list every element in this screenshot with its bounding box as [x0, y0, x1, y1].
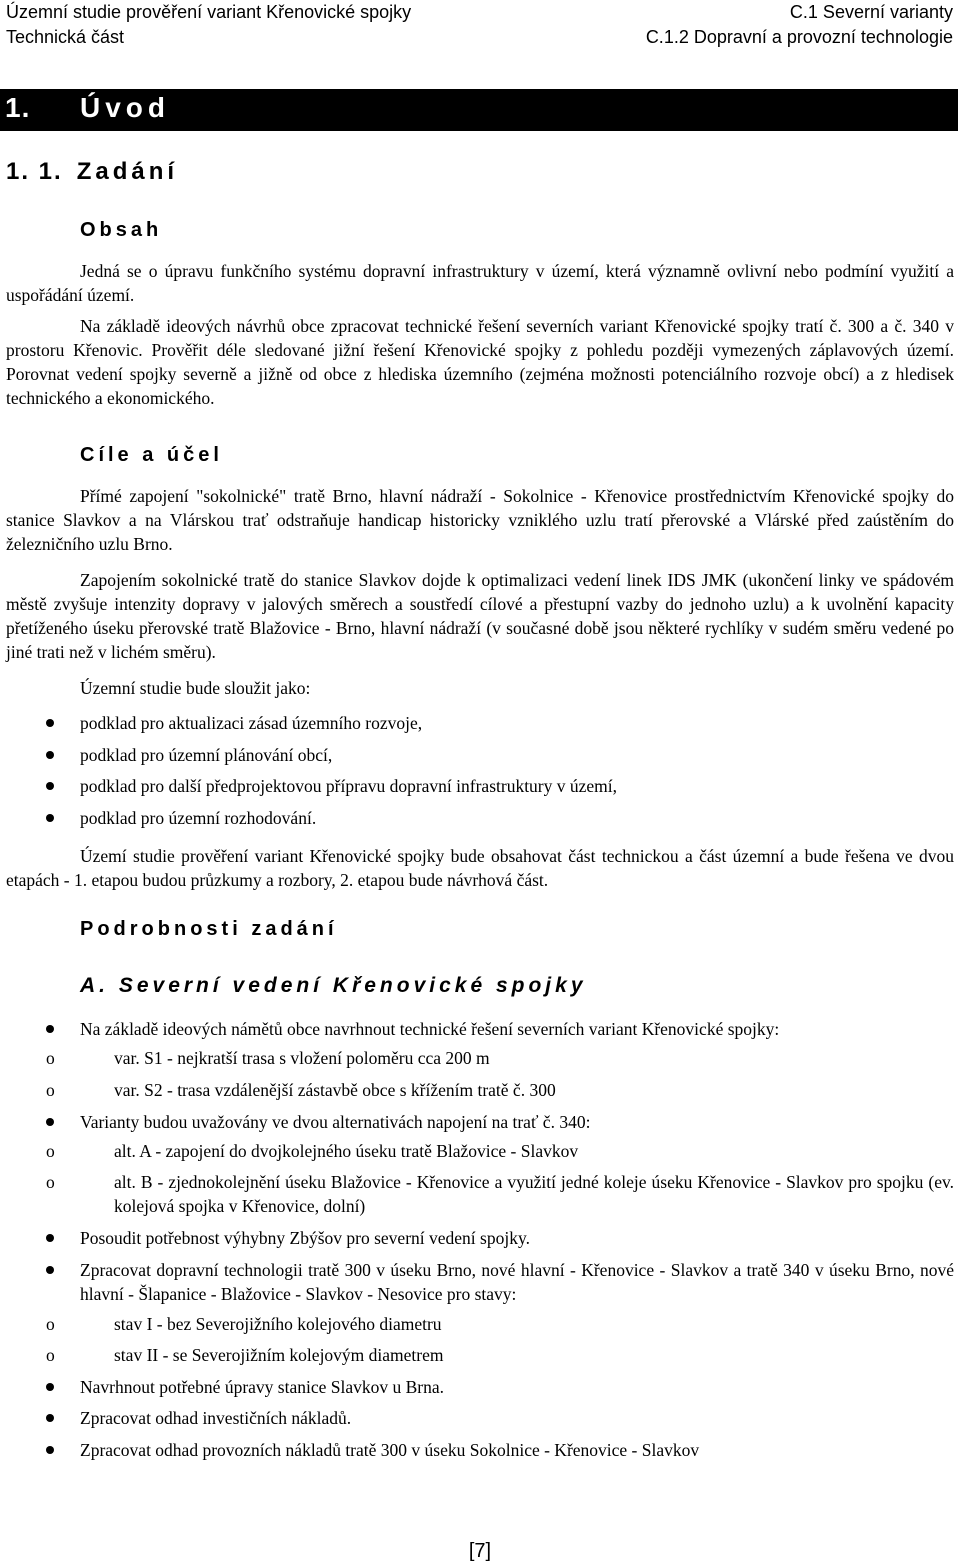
page-header	[0, 0, 960, 52]
obsah-paragraph-1: Jedná se o úpravu funkčního systému dopravní infrastruktury v území, která významně ovlivní nebo podmíní využití a uspořádání území.	[6, 261, 954, 305]
page-number: [7]	[468, 1540, 492, 1562]
cile-paragraph-4: Území studie prověření variant Křenovické spojky bude obsahovat část technickou a část územní a bude řešena ve dvou etapách - 1. etapou budou průzkumy a rozbory, 2. etapou bude návrhová část.	[6, 846, 954, 890]
cile-heading: Cíle a účel	[80, 444, 223, 466]
cile-bullet-text: podklad pro aktualizaci zásad územního rozvoje,	[80, 713, 423, 733]
cile-closing-text	[6, 844, 954, 892]
zadani-bullet-text: Posoudit potřebnost výhybny Zbýšov pro severní vedení spojky.	[80, 1228, 530, 1248]
cile-paragraph-1: Přímé zapojení "sokolnické" tratě Brno, hlavní nádraží - Sokolnice - Křenovice prostřednictvím Křenovické spojky do stanice Slavkov a na Vlárskou trať odstraňuje handicap historicky vzniklého uzlu tratí přerovské a Vlárské před zaústěním do železničního uzlu Brno.	[6, 486, 954, 554]
zadani-bullet-text: Zpracovat odhad provozních nákladů tratě 300 v úseku Sokolnice - Křenovice - Slavkov	[80, 1440, 700, 1460]
section-title: Zadání	[76, 158, 179, 185]
podrobnosti-heading: Podrobnosti zadání	[80, 918, 338, 940]
zadani-bullet-text: Zpracovat dopravní technologii tratě 300 v úseku Brno, nové hlavní - Křenovice - Slavkov a tratě 340 v úseku Brno, nové hlavní - Šlapanice - Blažovice - Slavkov - Nesovice pro stavy:	[80, 1260, 954, 1304]
zadani-bullet-text: Navrhnout potřebné úpravy stanice Slavkov u Brna.	[80, 1377, 445, 1397]
zadani-bullet-text: Zpracovat odhad investičních nákladů.	[80, 1408, 352, 1428]
obsah-text	[6, 259, 954, 410]
cile-bullet-text: podklad pro územní plánování obcí,	[80, 745, 333, 765]
cile-bullet-text: podklad pro územní rozhodování.	[80, 808, 317, 828]
zadani-subitem-text: var. S1 - nejkratší trasa s vložení poloměru cca 200 m	[114, 1048, 490, 1068]
header-part-name: Technická část	[6, 27, 125, 47]
chapter-heading-bar	[0, 89, 958, 131]
circle-bullet-icon: o	[46, 1172, 55, 1192]
cile-bullet-text: podklad pro další předprojektovou přípravu dopravní infrastruktury v území,	[80, 776, 618, 796]
cile-paragraph-3: Územní studie bude sloužit jako:	[80, 678, 311, 698]
obsah-heading: Obsah	[80, 219, 163, 241]
header-subsection-name: C.1.2 Dopravní a provozní technologie	[645, 27, 953, 47]
header-left	[6, 0, 411, 50]
zadani-bullet-text: Varianty budou uvažovány ve dvou alternativách napojení na trať č. 340:	[80, 1112, 591, 1132]
circle-bullet-icon: o	[46, 1080, 55, 1100]
variant-a-heading: A. Severní vedení Křenovické spojky	[80, 974, 587, 997]
header-section-name: C.1 Severní varianty	[789, 2, 953, 22]
circle-bullet-icon: o	[46, 1314, 55, 1334]
zadani-subitem-text: alt. A - zapojení do dvojkolejného úseku tratě Blažovice - Slavkov	[114, 1141, 579, 1161]
header-document-title: Územní studie prověření variant Křenovické spojky	[6, 2, 412, 22]
zadani-subitem-text: stav II - se Severojižním kolejovým diametrem	[114, 1345, 444, 1365]
zadani-subitem-text: stav I - bez Severojižního kolejového diametru	[114, 1314, 442, 1334]
cile-text	[6, 484, 954, 700]
header-right	[646, 0, 953, 50]
cile-paragraph-2: Zapojením sokolnické tratě do stanice Slavkov dojde k optimalizaci vedení linek IDS JMK (ukončení linky ve spádovém městě zvyšuje intenzity dopravy v jalových směrech a soustředí cílové a přestupní vazby do jednoho uzlu) a k uvolnění kapacity přetíženého úseku přerovské tratě Blažovice - Brno, hlavní nádraží (v současné době jsou některé rychlíky v sudém směru vedené po jiné trati než v lichém směru).	[6, 570, 954, 662]
chapter-title: Úvod	[80, 92, 170, 123]
circle-bullet-icon: o	[46, 1048, 55, 1068]
section-heading	[6, 158, 178, 186]
zadani-subitem-text: var. S2 - trasa vzdálenější zástavbě obce s křížením tratě č. 300	[114, 1080, 556, 1100]
obsah-paragraph-2: Na základě ideových návrhů obce zpracovat technické řešení severních variant Křenovické spojky tratí č. 300 a č. 340 v prostoru Křenovic. Prověřit déle sledované jižní řešení Křenovické spojky z pohledu později vymezených záplavových území. Porovnat vedení spojky severně a jižně od obce z hlediska územního (zejména možnosti potenciálního rozvoje obcí) a z hledisek technického a ekonomického.	[6, 316, 954, 408]
chapter-number: 1.	[5, 92, 31, 123]
section-number: 1. 1.	[6, 158, 63, 185]
circle-bullet-icon: o	[46, 1345, 55, 1365]
zadani-bullet-text: Na základě ideových námětů obce navrhnout technické řešení severních variant Křenovické spojky:	[80, 1019, 780, 1039]
circle-bullet-icon: o	[46, 1141, 55, 1161]
zadani-subitem-text: alt. B - zjednokolejnění úseku Blažovice - Křenovice a využití jedné koleje úseku Křenovice - Slavkov pro spojku (ev. kolejová spojka v Křenovice, dolní)	[114, 1172, 954, 1216]
